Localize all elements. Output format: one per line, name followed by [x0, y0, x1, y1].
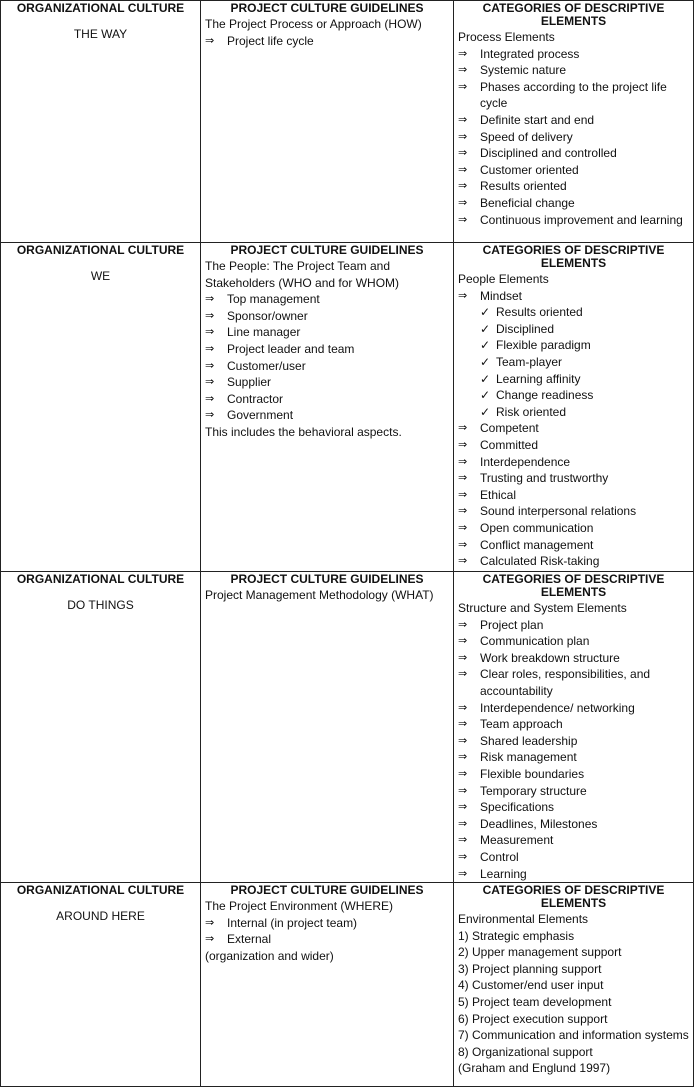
list-item: ⇒ Risk management: [458, 750, 577, 765]
double-arrow-icon: ⇒: [458, 555, 468, 568]
category-cell: [454, 883, 694, 1087]
guideline-note: This includes the behavioral aspects.: [205, 424, 402, 439]
guideline-title: The Project Process or Approach (HOW): [205, 17, 422, 31]
list-item: ⇒ Interdependence: [458, 454, 571, 469]
list-item: ⇒ Learning: [458, 866, 527, 881]
list-item: ⇒ Trusting and trustworthy: [458, 471, 609, 486]
double-arrow-icon: ⇒: [205, 359, 215, 372]
elements-list: [458, 288, 689, 305]
double-arrow-icon: ⇒: [458, 180, 468, 193]
checkmark-icon: ✓: [480, 404, 491, 419]
column-header-organizational-culture: ORGANIZATIONAL CULTURE: [16, 883, 185, 898]
list-item: ⇒ Clear roles, responsibilities, and accountability: [458, 667, 651, 698]
numbered-list: [458, 928, 689, 1061]
list-item: ⇒ Work breakdown structure: [458, 650, 620, 665]
list-item: ⇒ Committed: [458, 437, 539, 452]
checkmark-icon: ✓: [480, 321, 491, 336]
double-arrow-icon: ⇒: [458, 751, 468, 764]
category-title: People Elements: [458, 272, 549, 286]
category-cell: [454, 1, 694, 243]
double-arrow-icon: ⇒: [458, 850, 468, 863]
double-arrow-icon: ⇒: [458, 734, 468, 747]
list-item: ⇒ Flexible boundaries: [458, 766, 585, 781]
citation: (Graham and Englund 1997): [458, 1061, 611, 1076]
list-item: ⇒ Project life cycle: [205, 33, 314, 48]
list-item: ⇒ Temporary structure: [458, 783, 587, 798]
category-title: Structure and System Elements: [458, 601, 627, 615]
double-arrow-icon: ⇒: [205, 376, 215, 389]
guideline-cell: [201, 243, 454, 572]
column-header-categories: CATEGORIES OF DESCRIPTIVE ELEMENTS: [482, 572, 665, 599]
culture-cell: [1, 883, 201, 1087]
category-cell: [454, 243, 694, 572]
double-arrow-icon: ⇒: [458, 455, 468, 468]
double-arrow-icon: ⇒: [205, 916, 215, 929]
list-item: ⇒ Definite start and end: [458, 112, 595, 127]
double-arrow-icon: ⇒: [458, 163, 468, 176]
double-arrow-icon: ⇒: [458, 834, 468, 847]
list-item: ⇒ Government: [205, 408, 294, 423]
list-item: ⇒ Control: [458, 849, 519, 864]
double-arrow-icon: ⇒: [458, 817, 468, 830]
list-item: ✓ Disciplined: [480, 321, 555, 336]
double-arrow-icon: ⇒: [458, 538, 468, 551]
double-arrow-icon: ⇒: [458, 784, 468, 797]
double-arrow-icon: ⇒: [205, 34, 215, 47]
list-item: ✓ Change readiness: [480, 388, 594, 403]
double-arrow-icon: ⇒: [458, 867, 468, 880]
elements-list: [458, 617, 689, 883]
double-arrow-icon: ⇒: [458, 80, 468, 93]
list-item: ⇒ Customer/user: [205, 358, 306, 373]
list-item: ⇒ Results oriented: [458, 179, 567, 194]
table-row: [1, 243, 694, 572]
elements-list: [458, 420, 689, 569]
checkmark-icon: ✓: [480, 371, 491, 386]
double-arrow-icon: ⇒: [458, 618, 468, 631]
list-item: ⇒ Integrated process: [458, 46, 580, 61]
culture-cell: [1, 572, 201, 883]
list-item: ⇒ Customer oriented: [458, 162, 579, 177]
culture-cell: [1, 1, 201, 243]
checkmark-icon: ✓: [480, 354, 491, 369]
list-item: ⇒ Phases according to the project life cycle: [458, 79, 667, 111]
double-arrow-icon: ⇒: [458, 505, 468, 518]
guideline-title: Project Management Methodology (WHAT): [205, 588, 434, 602]
checkmark-icon: ✓: [480, 388, 491, 403]
list-item: ⇒ External: [205, 932, 272, 947]
list-item: ⇒ Line manager: [205, 325, 301, 340]
list-item: ⇒ Communication plan: [458, 634, 590, 649]
list-item: 8) Organizational support: [458, 1044, 593, 1059]
list-item: ⇒ Beneficial change: [458, 195, 575, 210]
list-item: ⇒ Ethical: [458, 487, 517, 502]
list-item: ⇒ Continuous improvement and learning: [458, 212, 683, 227]
culture-phrase: AROUND HERE: [56, 909, 145, 924]
list-item: 1) Strategic emphasis: [458, 928, 575, 943]
double-arrow-icon: ⇒: [205, 409, 215, 422]
guideline-list: [205, 915, 449, 948]
culture-phrase: WE: [90, 269, 111, 283]
list-item: ✓ Results oriented: [480, 305, 583, 320]
list-item: ⇒ Speed of delivery: [458, 129, 573, 144]
list-item: ⇒ Sound interpersonal relations: [458, 504, 637, 519]
list-item: ⇒ Interdependence/ networking: [458, 700, 635, 715]
double-arrow-icon: ⇒: [458, 130, 468, 143]
list-item: 6) Project execution support: [458, 1011, 608, 1026]
category-cell: [454, 572, 694, 883]
list-item: 5) Project team development: [458, 995, 612, 1010]
list-item: 2) Upper management support: [458, 945, 622, 960]
double-arrow-icon: ⇒: [205, 392, 215, 405]
list-item: ⇒ Deadlines, Milestones: [458, 816, 598, 831]
column-header-project-culture-guidelines: PROJECT CULTURE GUIDELINES: [230, 1, 424, 15]
double-arrow-icon: ⇒: [458, 521, 468, 534]
list-item: ⇒ Measurement: [458, 833, 554, 848]
double-arrow-icon: ⇒: [458, 64, 468, 77]
guideline-title: The Project Environment (WHERE): [205, 899, 394, 914]
double-arrow-icon: ⇒: [458, 801, 468, 814]
list-item: ⇒ Systemic nature: [458, 63, 567, 78]
double-arrow-icon: ⇒: [458, 147, 468, 160]
column-header-project-culture-guidelines: PROJECT CULTURE GUIDELINES: [230, 572, 424, 586]
list-item: [458, 288, 689, 305]
column-header-project-culture-guidelines: PROJECT CULTURE GUIDELINES: [230, 883, 424, 898]
column-header-organizational-culture: ORGANIZATIONAL CULTURE: [16, 243, 185, 257]
column-header-categories: CATEGORIES OF DESCRIPTIVE ELEMENTS: [482, 1, 665, 28]
double-arrow-icon: ⇒: [458, 635, 468, 648]
column-header-project-culture-guidelines: PROJECT CULTURE GUIDELINES: [230, 243, 424, 257]
double-arrow-icon: ⇒: [205, 293, 215, 306]
double-arrow-icon: ⇒: [205, 309, 215, 322]
list-item: ⇒ Supplier: [205, 375, 272, 390]
list-item: ⇒ Internal (in project team): [205, 915, 358, 930]
table-row: [1, 883, 694, 1087]
column-header-organizational-culture: ORGANIZATIONAL CULTURE: [16, 1, 185, 15]
list-item: ⇒ Conflict management: [458, 537, 594, 552]
double-arrow-icon: ⇒: [458, 472, 468, 485]
list-item: ✓ Risk oriented: [480, 404, 567, 419]
list-item: ⇒ Sponsor/owner: [205, 308, 308, 323]
list-item: ✓ Learning affinity: [480, 371, 581, 386]
double-arrow-icon: ⇒: [458, 113, 468, 126]
guideline-cell: [201, 572, 454, 883]
culture-cell: [1, 243, 201, 572]
culture-phrase: THE WAY: [73, 27, 128, 41]
category-title: Process Elements: [458, 30, 555, 44]
double-arrow-icon: ⇒: [458, 718, 468, 731]
guideline-list: [205, 33, 449, 50]
double-arrow-icon: ⇒: [458, 196, 468, 209]
list-item: ⇒ Specifications: [458, 800, 555, 815]
column-header-categories: CATEGORIES OF DESCRIPTIVE ELEMENTS: [482, 243, 665, 270]
double-arrow-icon: ⇒: [205, 326, 215, 339]
culture-phrase: DO THINGS: [67, 598, 134, 612]
list-item: ⇒ Competent: [458, 421, 539, 436]
guideline-note: (organization and wider): [205, 948, 334, 963]
category-title: Environmental Elements: [458, 912, 589, 927]
list-item: ⇒ Open communication: [458, 520, 594, 535]
column-header-categories: CATEGORIES OF DESCRIPTIVE ELEMENTS: [482, 883, 665, 911]
list-item: ⇒ Project plan: [458, 617, 544, 632]
list-item: 4) Customer/end user input: [458, 978, 604, 993]
list-item: ✓ Flexible paradigm: [480, 338, 591, 353]
double-arrow-icon: ⇒: [458, 701, 468, 714]
list-item: ⇒ Shared leadership: [458, 733, 578, 748]
double-arrow-icon: ⇒: [205, 933, 215, 946]
double-arrow-icon: ⇒: [458, 767, 468, 780]
list-item: 3) Project planning support: [458, 961, 602, 976]
list-item: ⇒ Project leader and team: [205, 341, 355, 356]
guideline-title: The People: The Project Team and Stakeholders (WHO and for WHOM): [205, 259, 400, 290]
list-item: ✓ Team-player: [480, 354, 563, 369]
elements-list: [458, 46, 689, 229]
table-row: [1, 1, 694, 243]
list-item: ⇒ Top management: [205, 292, 320, 307]
checkmark-icon: ✓: [480, 305, 491, 320]
list-item: ⇒ Contractor: [205, 391, 284, 406]
double-arrow-icon: ⇒: [458, 213, 468, 226]
double-arrow-icon: ⇒: [458, 668, 468, 681]
column-header-organizational-culture: ORGANIZATIONAL CULTURE: [16, 572, 185, 586]
guideline-list: [205, 291, 449, 424]
double-arrow-icon: ⇒: [205, 342, 215, 355]
checkmark-icon: ✓: [480, 338, 491, 353]
double-arrow-icon: ⇒: [458, 438, 468, 451]
double-arrow-icon: ⇒: [458, 488, 468, 501]
double-arrow-icon: ⇒: [458, 422, 468, 435]
list-item: ⇒ Calculated Risk-taking: [458, 554, 600, 569]
guideline-cell: [201, 1, 454, 243]
list-item: ⇒ Disciplined and controlled: [458, 146, 617, 161]
mindset-list: [458, 304, 689, 420]
guideline-cell: [201, 883, 454, 1087]
table-row: [1, 572, 694, 883]
double-arrow-icon: ⇒: [458, 289, 468, 302]
double-arrow-icon: ⇒: [458, 47, 468, 60]
double-arrow-icon: ⇒: [458, 651, 468, 664]
list-item: ⇒ Team approach: [458, 717, 563, 732]
list-item: 7) Communication and information systems: [458, 1028, 689, 1043]
mindset-label: Mindset: [480, 288, 523, 303]
